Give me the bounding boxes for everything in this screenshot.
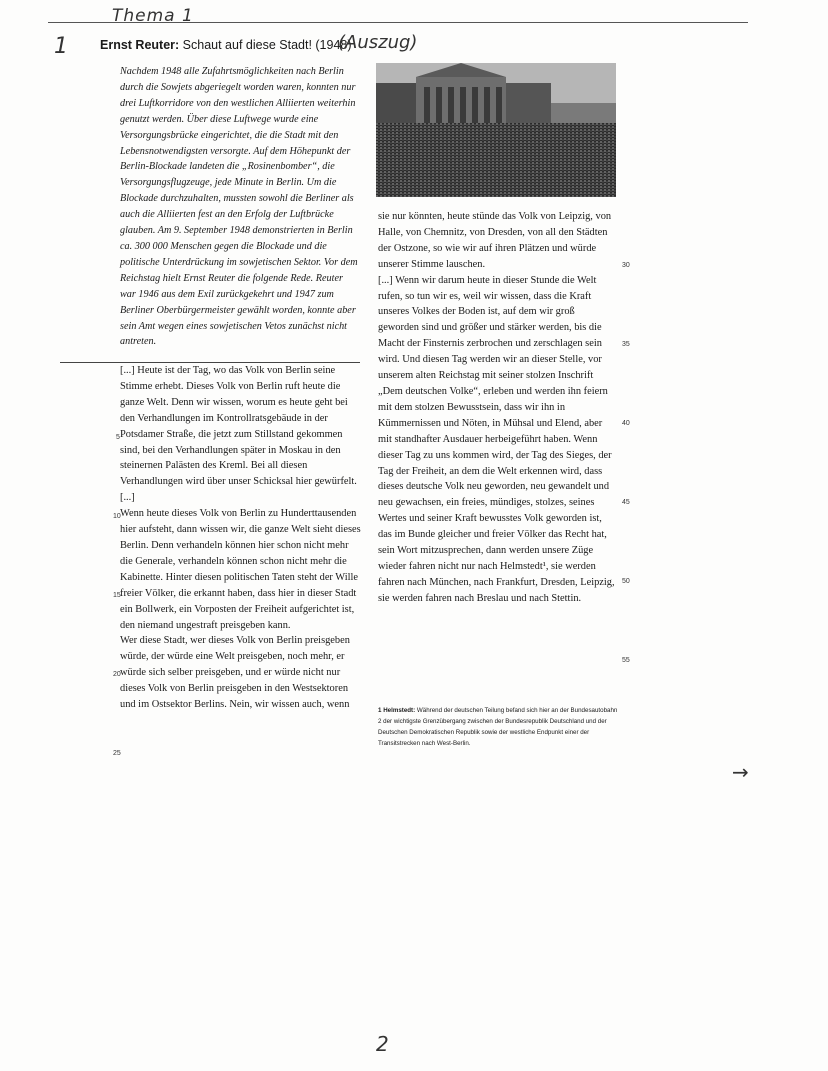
line-number: 40 <box>622 420 630 427</box>
line-number: 15 <box>113 592 121 599</box>
document-title <box>100 38 352 52</box>
line-number: 5 <box>116 434 120 441</box>
intro-paragraph: Nachdem 1948 alle Zufahrtsmöglichkeiten nach Berlin durch die Sowjets abgeriegelt worden waren, konnten nur drei Luftkorridore von den westlichen Alliierten weiterhin genutzt werden. Über diese Luftwege wurde eine Versorgungsbrücke eingerichtet, die die Stadt mit den Lebensnotwendigsten versorgte. Auf dem Höhepunkt der Berlin-Blockade landeten die „Rosinenbomber“, die Versorgungsflugzeuge, jede Minute in Berlin. Um die Blockade durchzuhalten, mussten sowohl die Berliner als auch die Alliierten fest an den Erfolg der Luftbrücke glauben. Am 9. September 1948 demonstrierten in Berlin ca. 300 000 Menschen gegen die Blockade und die politische Unterdrückung im sowjetischen Sektor. Vor dem Reichstag hielt Ernst Reuter die folgende Rede. Reuter war 1946 aus dem Exil zurückgekehrt und 1947 zum Berliner Oberbürgermeister gewählt worden, konnte aber sein Amt wegen eines sowjetischen Vetos zunächst nicht antreten. <box>120 66 358 348</box>
photo-illustration <box>376 63 616 197</box>
line-number: 55 <box>622 657 630 664</box>
footnote-marker: 1 <box>378 707 382 714</box>
line-number: 50 <box>622 578 630 585</box>
line-number: 10 <box>113 513 121 520</box>
line-number: 30 <box>622 262 630 269</box>
speech-paragraph: [...] Heute ist der Tag, wo das Volk von Berlin seine Stimme erhebt. Dieses Volk von Berlin ruft heute die ganze Welt. Denn wir wissen, worum es heute geht bei den Verhandlungen im Kontrollratsgebäude in der Potsdamer Straße, die jetzt zum Stillstand gekommen sind, bei den Verhandlungen später in Moskau in den steinernen Palästen des Kreml. Bei all diesen Verhandlungen wird über unser Schicksal hier gewürfelt. [...] <box>120 365 357 504</box>
speech-paragraph: Wenn heute dieses Volk von Berlin zu Hunderttausenden hier aufsteht, dann wissen wir, die ganze Welt sieht dieses Berlin. Denn verhandeln können hier schon nicht mehr die Generale, verhandeln können schon nicht mehr die Kabinette. Hinter diesen politischen Taten steht der Wille freier Völker, die erkannt haben, dass hier in dieser Stadt ein Bollwerk, ein Vorposten der Freiheit aufgerichtet ist, den niemand ungestraft preisgeben kann. <box>120 508 361 631</box>
line-number: 25 <box>113 750 121 757</box>
footnote <box>378 705 622 749</box>
title-text: Schaut auf diese Stadt! (1948) <box>182 38 352 52</box>
title-author: Ernst Reuter: <box>100 38 180 52</box>
intro-text <box>120 64 360 350</box>
footnote-text: Während der deutschen Teilung befand sich hier an der Bundesautobahn 2 der wichtigste Grenzübergang zwischen der Bundesrepublik Deutschland und der Deutschen Demokratischen Republik sowie der westliche Endpunkt einer der Transitstrecken nach West-Berlin. <box>378 707 618 747</box>
handwritten-excerpt-note: (Auszug) <box>338 32 418 53</box>
speech-paragraph: sie nur könnten, heute stünde das Volk von Leipzig, von Halle, von Chemnitz, von Dresden, von all den Städten der Ostzone, so wie wir auf ihren Plätzen und würde unserer Stimme lauschen. <box>378 211 612 270</box>
handwritten-number-mark: 1 <box>54 34 68 59</box>
speech-paragraph: Wer diese Stadt, wer dieses Volk von Berlin preisgeben würde, der würde eine Welt preisgeben, noch mehr, er würde sich selber preisgeben, und er würde nicht nur dieses Volk von Berlin preisgeben in den Westsektoren und im Ostsektor Berlins. Nein, wir wissen auch, wenn <box>120 635 350 711</box>
handwritten-heading: Thema 1 <box>112 6 194 26</box>
reichstag-crowd-photo <box>376 63 616 197</box>
line-number: 35 <box>622 341 630 348</box>
line-number: 20 <box>113 671 121 678</box>
line-number: 45 <box>622 499 630 506</box>
speech-column-right <box>378 209 618 607</box>
speech-paragraph: [...] Wenn wir darum heute in dieser Stunde die Welt rufen, so tun wir es, weil wir wissen, dass die Kraft unseres Volkes der Boden ist, auf dem wir groß geworden sind und größer und stärker werden, bis die Macht der Finsternis zerbrochen und zerschlagen sein wird. Und diesen Tag werden wir an dieser Stelle, vor unserem alten Reichstag mit seiner stolzen Inschrift „Dem deutschen Volke“, erleben und werden ihn feiern mit dem stolzen Bewusstsein, dass wir ihn in Kümmernissen und Nöten, in Mühsal und Elend, aber mit standhafter Ausdauer herbeigeführt haben. Wenn dieser Tag zu uns kommen wird, der Tag des Sieges, der Tag der Freiheit, an dem die Welt erkennen wird, dass dieses deutsche Volk neu geworden, neu gewandelt und neu gewachsen, ein freies, mündiges, stolzes, seines Wertes und seiner Kraft bewusstes Volk geworden ist, das im Bunde gleicher und freier Völker das Recht hat, sein Wort mitzusprechen, dann werden unsere Züge wieder fahren nicht nur nach Helmstedt¹, sie werden fahren nach München, nach Frankfurt, Dresden, Leipzig, sie werden fahren nach Breslau und nach Stettin. <box>378 274 615 604</box>
footnote-term: Helmstedt: <box>383 707 416 714</box>
speech-column-left <box>120 363 362 713</box>
handwritten-arrow: → <box>732 760 749 784</box>
page-number: 2 <box>376 1032 389 1056</box>
